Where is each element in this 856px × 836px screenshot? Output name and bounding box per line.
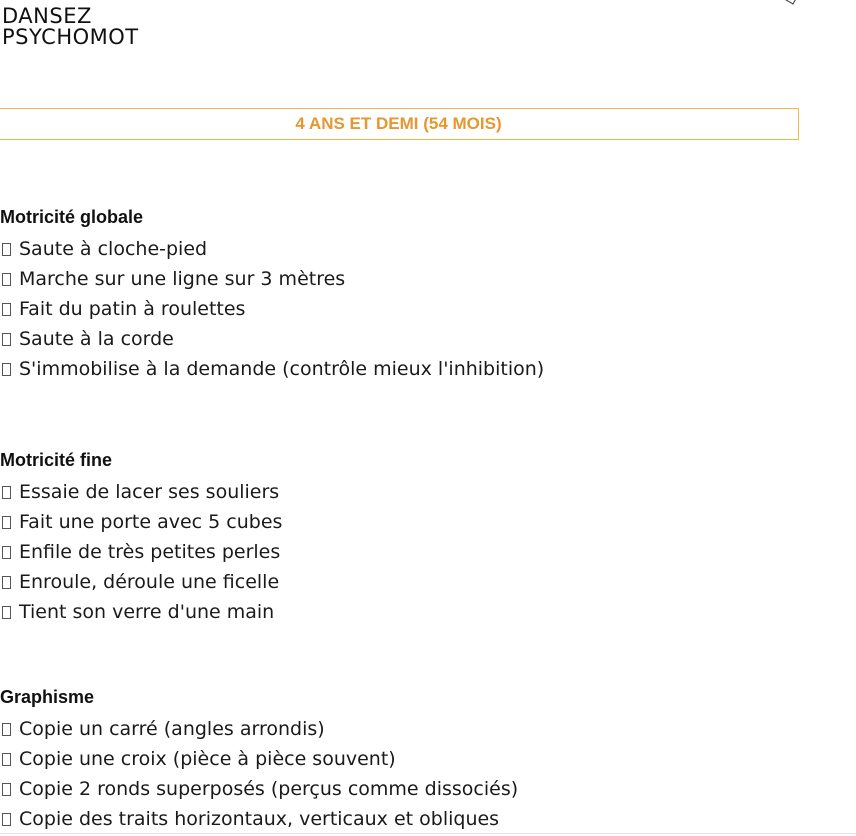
checkbox-icon[interactable] <box>2 783 11 796</box>
checklist <box>0 714 518 834</box>
checklist-item[interactable] <box>0 774 518 804</box>
checkbox-icon[interactable] <box>2 516 11 529</box>
checklist-item[interactable] <box>0 597 282 627</box>
section-motricite-fine <box>0 449 282 627</box>
checklist <box>0 234 544 384</box>
checkbox-icon[interactable] <box>2 303 11 316</box>
page-divider <box>0 833 856 834</box>
item-label: Copie un carré (angles arrondis) <box>19 718 325 740</box>
checklist-item[interactable] <box>0 804 518 834</box>
checkbox-icon[interactable] <box>2 243 11 256</box>
checklist-item[interactable] <box>0 264 544 294</box>
item-label: Copie une croix (pièce à pièce souvent) <box>19 748 396 770</box>
checkbox-icon[interactable] <box>2 576 11 589</box>
checklist-item[interactable] <box>0 507 282 537</box>
checkbox-icon[interactable] <box>2 753 11 766</box>
checklist-item[interactable] <box>0 744 518 774</box>
item-label: Saute à cloche-pied <box>19 238 208 260</box>
item-label: Enroule, déroule une ficelle <box>19 571 280 593</box>
section-title: Motricité fine <box>0 450 113 470</box>
item-label: Enfile de très petites perles <box>19 541 281 563</box>
section-title: Graphisme <box>0 687 95 707</box>
checklist-item[interactable] <box>0 477 282 507</box>
checkbox-icon[interactable] <box>2 333 11 346</box>
section-title: Motricité globale <box>0 207 144 227</box>
checklist-item[interactable] <box>0 714 518 744</box>
checklist-item[interactable] <box>0 234 544 264</box>
item-label: Tient son verre d'une main <box>19 601 275 623</box>
checklist-item[interactable] <box>0 537 282 567</box>
checklist-item[interactable] <box>0 294 544 324</box>
age-title: 4 ANS ET DEMI (54 MOIS) <box>295 114 502 133</box>
section-motricite-globale <box>0 206 544 384</box>
brand-logo <box>2 6 139 48</box>
logo-line-2: PSYCHOMOT <box>2 25 139 49</box>
section-graphisme <box>0 686 518 834</box>
item-label: S'immobilise à la demande (contrôle mieux l'inhibition) <box>19 358 545 380</box>
item-label: Marche sur une ligne sur 3 mètres <box>19 268 346 290</box>
checkbox-icon[interactable] <box>2 273 11 286</box>
checklist-item[interactable] <box>0 324 544 354</box>
age-header-box <box>0 108 799 140</box>
chevron-icon <box>785 0 797 5</box>
checkbox-icon[interactable] <box>2 486 11 499</box>
item-label: Copie des traits horizontaux, verticaux et obliques <box>19 808 500 830</box>
checklist-item[interactable] <box>0 354 544 384</box>
item-label: Essaie de lacer ses souliers <box>19 481 280 503</box>
checkbox-icon[interactable] <box>2 363 11 376</box>
item-label: Fait une porte avec 5 cubes <box>19 511 283 533</box>
checklist-item[interactable] <box>0 567 282 597</box>
item-label: Saute à la corde <box>19 328 174 350</box>
item-label: Copie 2 ronds superposés (perçus comme dissociés) <box>19 778 519 800</box>
checkbox-icon[interactable] <box>2 606 11 619</box>
checklist <box>0 477 282 627</box>
checkbox-icon[interactable] <box>2 813 11 826</box>
checkbox-icon[interactable] <box>2 546 11 559</box>
checkbox-icon[interactable] <box>2 723 11 736</box>
logo-line-1: DANSEZ <box>2 4 92 28</box>
item-label: Fait du patin à roulettes <box>19 298 246 320</box>
